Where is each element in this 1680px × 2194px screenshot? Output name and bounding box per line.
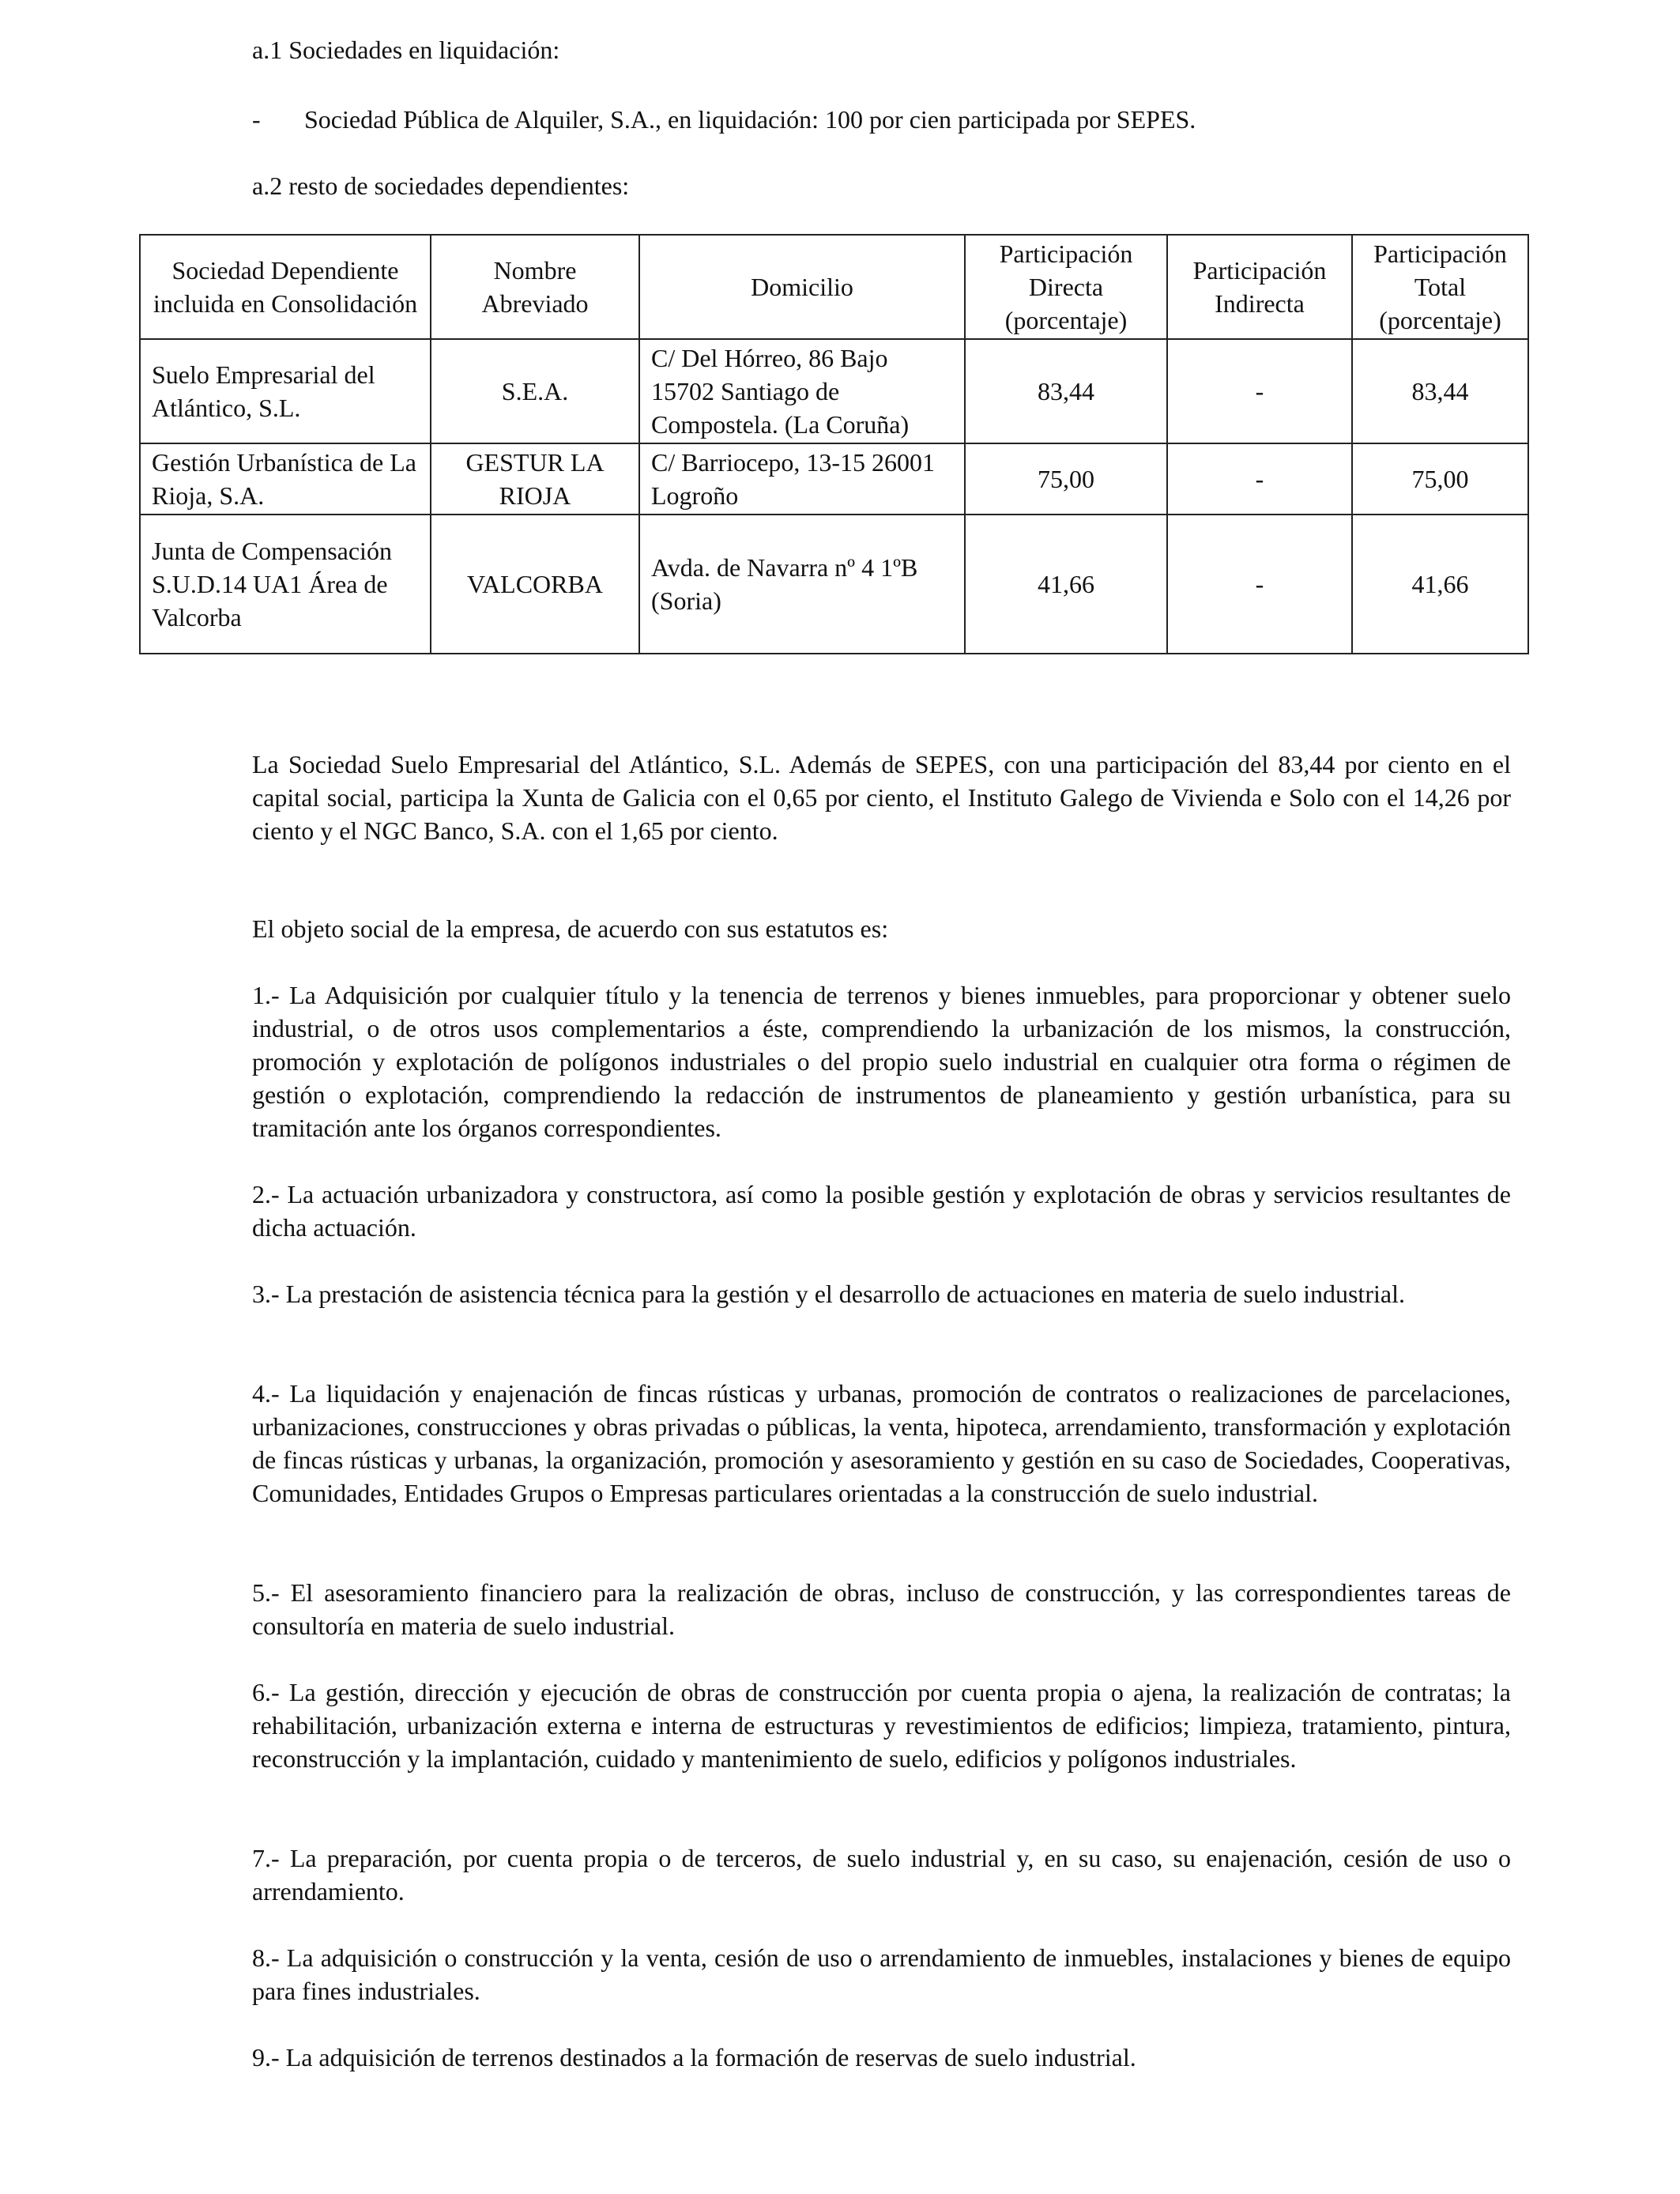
heading-resto-sociedades: a.2 resto de sociedades dependientes: [252,172,630,200]
objeto-item-8: 8.- La adquisición o construcción y la venta, cesión de uso o arrendamiento de inmuebles, instalaciones y bienes de equipo para fines industriales. [252,1943,1511,2005]
cell-indirecta: - [1167,339,1352,443]
cell-nombre: VALCORBA [431,515,639,654]
paragraph-sea-description: La Sociedad Suelo Empresarial del Atlántico, S.L. Además de SEPES, con una participación del 83,44 por ciento en el capital social, participa la Xunta de Galicia con el 0,65 por ciento, el Instituto Galego de Vivienda e Solo con el 14,26 por ciento y el NGC Banco, S.A. con el 1,65 por ciento. [252,750,1511,845]
table-row [140,443,1528,515]
table-row [140,515,1528,654]
header-sociedad: Sociedad Dependiente incluida en Consolidación [140,235,431,339]
objeto-item-2: 2.- La actuación urbanizadora y constructora, así como la posible gestión y explotación de obras y servicios resultantes de dicha actuación. [252,1180,1511,1242]
cell-directa: 75,00 [965,443,1167,515]
cell-indirecta: - [1167,515,1352,654]
header-participacion-total: Participación Total (porcentaje) [1352,235,1528,339]
objeto-item-1: 1.- La Adquisición por cualquier título y la tenencia de terrenos y bienes inmuebles, para proporcionar y obtener suelo industrial, o de otros usos complementarios a éste, comprendiendo la urbanización de los mismos, la construcción, promoción y explotación de polígonos industriales o del propio suelo industrial en cualquier otra forma o régimen de gestión o explotación, comprendiendo la redacción de instrumentos de planeamiento y gestión urbanística, para su tramitación ante los órganos correspondientes. [252,981,1511,1142]
table-header-row [140,235,1528,339]
heading-sociedades-liquidacion: a.1 Sociedades en liquidación: [252,36,560,64]
cell-directa: 83,44 [965,339,1167,443]
header-nombre-abreviado: Nombre Abreviado [431,235,639,339]
cell-domicilio: C/ Del Hórreo, 86 Bajo 15702 Santiago de Compostela. (La Coruña) [639,339,965,443]
header-domicilio: Domicilio [639,235,965,339]
objeto-item-9: 9.- La adquisición de terrenos destinados a la formación de reservas de suelo industrial. [252,2043,1136,2071]
objeto-item-5: 5.- El asesoramiento financiero para la realización de obras, incluso de construcción, y las correspondientes tareas de consultoría en materia de suelo industrial. [252,1578,1511,1640]
header-participacion-indirecta: Participación Indirecta [1167,235,1352,339]
cell-directa: 41,66 [965,515,1167,654]
cell-total: 41,66 [1352,515,1528,654]
objeto-item-3: 3.- La prestación de asistencia técnica para la gestión y el desarrollo de actuaciones en materia de suelo industrial. [252,1280,1405,1308]
table-row [140,339,1528,443]
objeto-item-4: 4.- La liquidación y enajenación de fincas rústicas y urbanas, promoción de contratos o realizaciones de parcelaciones, urbanizaciones, construcciones y obras privadas o públicas, la venta, hipoteca, arrendamiento, transformación y explotación de fincas rústicas y urbanas, la organización, promoción y asesoramiento y gestión en su caso de Sociedades, Cooperativas, Comunidades, Entidades Grupos o Empresas particulares orientadas a la construcción de suelo industrial. [252,1379,1511,1507]
paragraph-objeto-intro: El objeto social de la empresa, de acuerdo con sus estatutos es: [252,914,889,943]
cell-nombre: S.E.A. [431,339,639,443]
cell-domicilio: C/ Barriocepo, 13-15 26001 Logroño [639,443,965,515]
cell-domicilio: Avda. de Navarra nº 4 1ºB (Soria) [639,515,965,654]
cell-sociedad: Gestión Urbanística de La Rioja, S.A. [140,443,431,515]
cell-sociedad: Junta de Compensación S.U.D.14 UA1 Área de Valcorba [140,515,431,654]
objeto-item-7: 7.- La preparación, por cuenta propia o de terceros, de suelo industrial y, en su caso, su enajenación, cesión de uso o arrendamiento. [252,1844,1511,1906]
liquidation-item-text: Sociedad Pública de Alquiler, S.A., en liquidación: 100 por cien participada por SEPES. [304,105,1196,134]
cell-total: 83,44 [1352,339,1528,443]
subsidiaries-table [139,234,1529,654]
objeto-item-6: 6.- La gestión, dirección y ejecución de obras de construcción por cuenta propia o ajena, la realización de contratas; la rehabilitación, urbanización externa e interna de estructuras y revestimientos de edificios; limpieza, tratamiento, pintura, reconstrucción y la implantación, cuidado y mantenimiento de suelo, edificios y polígonos industriales. [252,1678,1511,1773]
cell-sociedad: Suelo Empresarial del Atlántico, S.L. [140,339,431,443]
list-dash: - [252,105,261,134]
cell-nombre: GESTUR LA RIOJA [431,443,639,515]
header-participacion-directa: Participación Directa (porcentaje) [965,235,1167,339]
cell-total: 75,00 [1352,443,1528,515]
cell-indirecta: - [1167,443,1352,515]
